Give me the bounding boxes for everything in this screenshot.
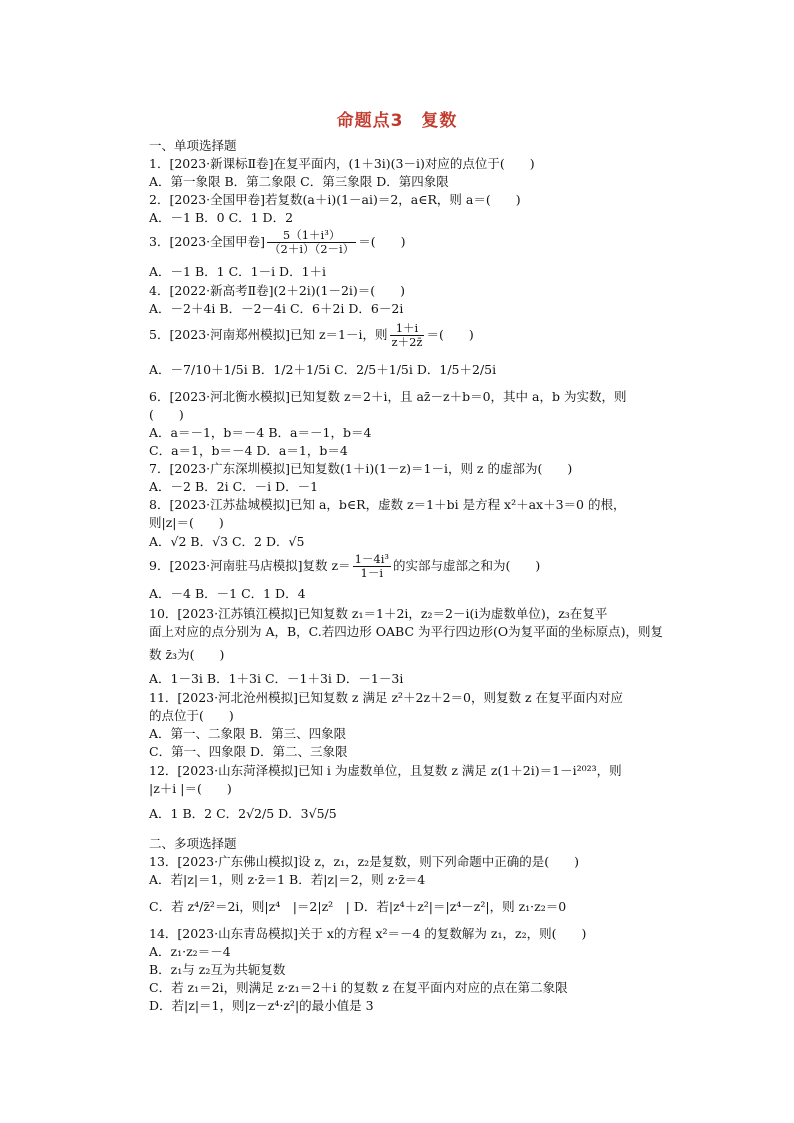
question-6-cont: ( ) — [149, 407, 184, 422]
question-13-options-1: A．若|z|＝1，则 z·z̄＝1 B．若|z|＝2，则 z·z̄＝4 — [149, 872, 426, 887]
section-heading-multiple: 二、多项选择题 — [149, 836, 237, 851]
question-8-options: A．√2 B．√3 C．2 D．√5 — [149, 534, 305, 549]
question-5 — [149, 322, 474, 349]
question-3-options: A．－1 B．1 C．1－i D．1＋i — [149, 264, 327, 279]
question-5-options: A．－7/10＋1/5i B．1/2＋1/5i C．2/5＋1/5i D．1/5＋2/5i — [149, 362, 497, 377]
question-13-options-2: C．若 z⁴/z̄²＝2i，则|z⁴ |＝2|z² | D．若|z⁴＋z²|＝|z⁴－z²|，则 z₁·z₂＝0 — [149, 899, 567, 914]
question-11-cont: 的点位于( ) — [149, 708, 234, 723]
question-10-options: A．1－3i B．1＋3i C．－1＋3i D．－1－3i — [149, 671, 404, 686]
question-1: 1．[2023·新课标Ⅱ卷]在复平面内，(1＋3i)(3－i)对应的点位于( ) — [149, 156, 535, 171]
fraction-denominator: （2＋i）（2－i） — [269, 242, 355, 256]
question-5-fraction — [390, 322, 425, 349]
question-10: 10．[2023·江苏镇江模拟]已知复数 z₁＝1＋2i，z₂＝2－i(i为虚数单位)，z₃在复平 — [149, 606, 608, 621]
question-9-fraction — [353, 553, 391, 580]
question-2-options: A．－1 B．0 C．1 D．2 — [149, 210, 294, 225]
question-11: 11．[2023·河北沧州模拟]已知复数 z 满足 z²＋2z＋2＝0，则复数 z 在复平面内对应 — [149, 690, 624, 705]
fraction-numerator: 1＋i — [390, 322, 425, 336]
section-heading-single: 一、单项选择题 — [149, 138, 237, 153]
question-10-cont-1: 面上对应的点分别为 A，B，C.若四边形 OABC 为平行四边形(O为复平面的坐标原点)，则复 — [149, 624, 663, 639]
question-6-options-1: A．a＝－1，b＝－4 B．a＝－1，b＝4 — [149, 425, 372, 440]
question-5-stem: 5．[2023·河南郑州模拟]已知 z＝1－i，则 — [149, 327, 388, 342]
fraction-denominator: z＋2z̄ — [391, 335, 423, 349]
question-9-tail: 的实部与虚部之和为( ) — [392, 558, 541, 573]
question-14-option-b: B．z₁与 z₂互为共轭复数 — [149, 962, 286, 977]
question-13: 13．[2023·广东佛山模拟]设 z，z₁，z₂是复数，则下列命题中正确的是( ) — [149, 854, 579, 869]
question-1-options: A．第一象限 B．第二象限 C．第三象限 D．第四象限 — [149, 174, 449, 189]
question-7: 7．[2023·广东深圳模拟]已知复数(1＋i)(1－z)＝1－i，则 z 的虚部为( ) — [149, 461, 573, 476]
fraction-denominator: 1－i — [360, 566, 384, 580]
question-3-stem: 3．[2023·全国甲卷] — [149, 234, 265, 249]
question-6: 6．[2023·河北衡水模拟]已知复数 z＝2＋i，且 az̄－z＋b＝0，其中 a，b 为实数，则 — [149, 389, 627, 404]
question-11-options-2: C．第一、四象限 D．第二、三象限 — [149, 744, 348, 759]
question-6-options-2: C．a＝1，b＝－4 D．a＝1，b＝4 — [149, 443, 348, 458]
question-10-cont-2: 数 z̄₃为( ) — [149, 647, 225, 662]
question-9-stem: 9．[2023·河南驻马店模拟]复数 z＝ — [149, 558, 351, 573]
question-9-options: A．－4 B．－1 C．1 D．4 — [149, 586, 306, 601]
question-3-fraction — [267, 229, 356, 256]
question-12: 12．[2023·山东菏泽模拟]已知 i 为虚数单位，且复数 z 满足 z(1＋2i)＝1－i²⁰²³，则 — [149, 763, 622, 778]
question-11-options-1: A．第一、二象限 B．第三、四象限 — [149, 726, 347, 741]
question-4-options: A．－2＋4i B．－2－4i C．6＋2i D．6－2i — [149, 301, 404, 316]
question-5-tail: ＝( ) — [426, 327, 474, 342]
question-14-option-d: D．若|z|＝1，则|z－z⁴·z²|的最小值是 3 — [149, 998, 374, 1013]
question-12-options: A．1 B．2 C．2√2/5 D．3√5/5 — [149, 806, 337, 821]
question-14-option-c: C．若 z₁＝2i，则满足 z·z₁＝2＋i 的复数 z 在复平面内对应的点在第二象限 — [149, 980, 568, 995]
question-7-options: A．－2 B．2i C．－i D．－1 — [149, 479, 319, 494]
question-8-cont: 则|z|＝( ) — [149, 515, 224, 530]
question-3-tail: ＝( ) — [358, 234, 406, 249]
question-9 — [149, 553, 540, 580]
question-3 — [149, 229, 406, 256]
question-8: 8．[2023·江苏盐城模拟]已知 a，b∈R，虚数 z＝1＋bi 是方程 x²＋ax＋3＝0 的根， — [149, 497, 626, 512]
page-title: 命题点3 复数 — [336, 111, 458, 131]
question-2: 2．[2023·全国甲卷]若复数(a＋i)(1－ai)＝2，a∈R，则 a＝( ) — [149, 192, 521, 207]
question-14-option-a: A．z₁·z₂＝－4 — [149, 944, 231, 959]
fraction-numerator: 5（1＋i³） — [267, 229, 356, 243]
fraction-numerator: 1－4i³ — [354, 552, 389, 566]
question-12-cont: |z＋i |＝( ) — [149, 781, 232, 796]
question-14: 14．[2023·山东青岛模拟]关于 x的方程 x²＝－4 的复数解为 z₁，z₂，则( ) — [149, 926, 587, 941]
question-4: 4．[2022·新高考Ⅱ卷](2＋2i)(1－2i)＝( ) — [149, 283, 406, 298]
